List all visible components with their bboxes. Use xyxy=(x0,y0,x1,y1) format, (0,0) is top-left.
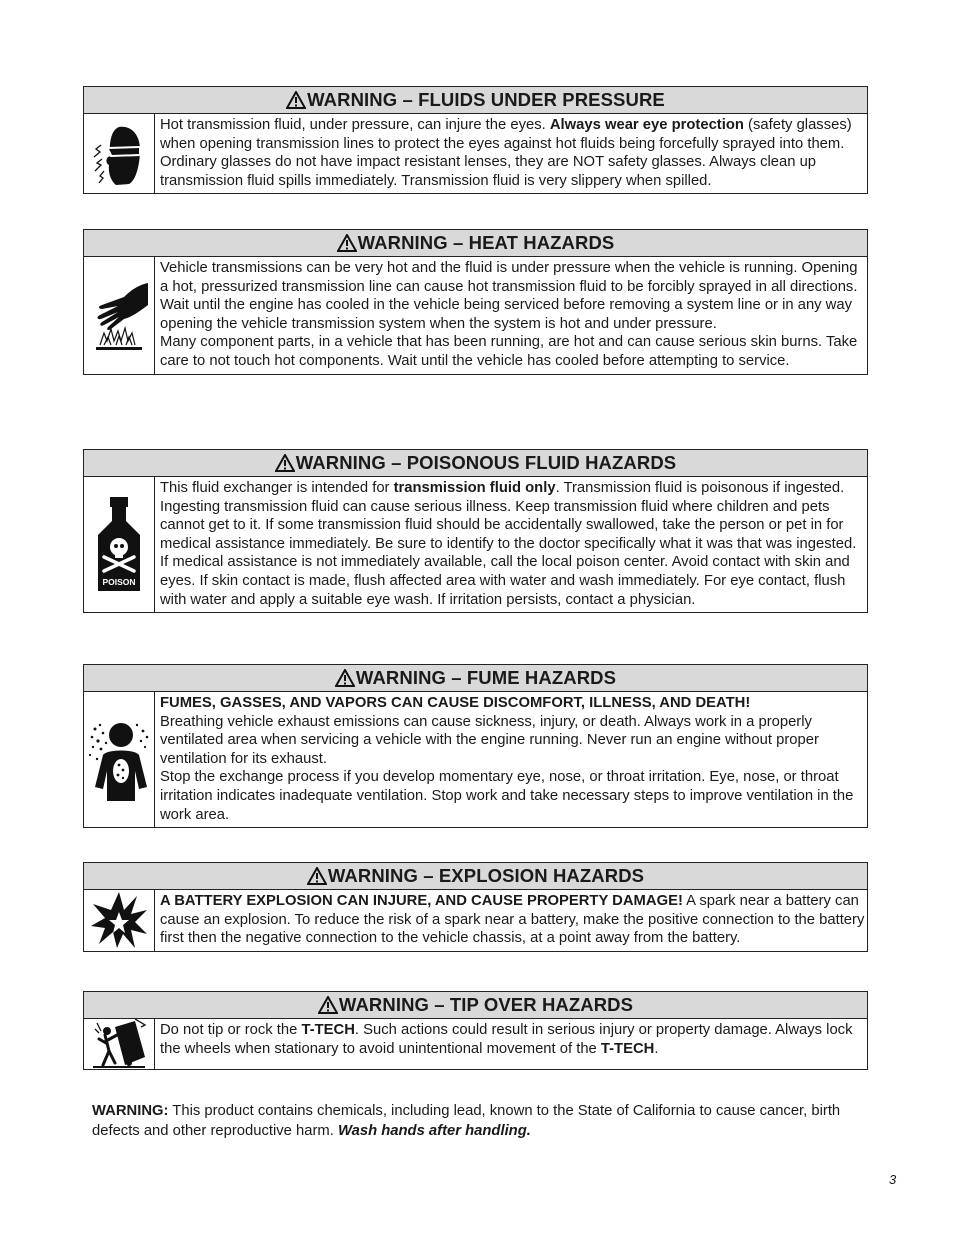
warning-triangle-icon xyxy=(337,234,357,252)
icon-cell xyxy=(84,477,155,612)
icon-cell xyxy=(84,692,155,827)
warning-paragraph xyxy=(160,768,865,824)
warning-poisonous-fluid-hazards xyxy=(83,449,868,613)
warning-header xyxy=(84,230,867,257)
warning-triangle-icon xyxy=(286,91,306,109)
warning-paragraph xyxy=(160,892,865,948)
prop65-label: WARNING: xyxy=(92,1103,169,1119)
bold-text: FUMES, GASSES, AND VAPORS CAN CAUSE DISCOMFORT, ILLNESS, AND DEATH! xyxy=(160,695,751,711)
warning-triangle-icon xyxy=(335,669,355,687)
warning-header xyxy=(84,992,867,1019)
poison-bottle-icon xyxy=(90,495,148,595)
icon-cell xyxy=(84,257,155,374)
warning-header xyxy=(84,450,867,477)
body-text: (safety glasses) when opening transmission lines to protect the eyes against hot fluids being forcefully sprayed into them. Ordinary glasses do not have impact resistant lenses, they are NOT safety glasses. Always clean up transmission fluid spills immediately. Transmission fluid is very slippery when spilled. xyxy=(160,117,852,189)
warning-paragraph xyxy=(160,116,865,190)
bold-text: A BATTERY EXPLOSION CAN INJURE, AND CAUSE PROPERTY DAMAGE! xyxy=(160,893,683,909)
warning-fluids-under-pressure xyxy=(83,86,868,194)
warning-title: WARNING – FUME HAZARDS xyxy=(355,667,617,688)
warning-title: WARNING – FLUIDS UNDER PRESSURE xyxy=(307,89,665,110)
safety-glasses-icon xyxy=(89,119,149,189)
warning-explosion-hazards xyxy=(83,862,868,952)
warning-text xyxy=(155,692,867,827)
warning-text xyxy=(155,1019,867,1069)
warning-header xyxy=(84,87,867,114)
bold-text: Always wear eye protection xyxy=(549,117,744,133)
icon-cell xyxy=(84,890,155,951)
warning-header xyxy=(84,863,867,890)
warning-fume-hazards xyxy=(83,664,868,828)
body-text: . xyxy=(654,1040,659,1057)
body-text: Hot transmission fluid, under pressure, can injure the eyes. xyxy=(160,117,550,133)
body-text: This fluid exchanger is intended for xyxy=(160,480,394,496)
page-number: 3 xyxy=(889,1172,897,1187)
poison-label: POISON xyxy=(102,576,136,587)
body-text: Many component parts, in a vehicle that has been running, are hot and can cause serious skin burns. Take care to not touch hot components. Wait until the vehicle has cooled before attempting to service. xyxy=(160,334,858,369)
warning-paragraph xyxy=(160,1021,865,1058)
bold-text: transmission fluid only xyxy=(393,480,556,496)
prop65-warning xyxy=(92,1102,872,1141)
body-text: . Transmission fluid is poisonous if ingested. Ingesting transmission fluid can cause serious illness. Keep transmission fluid where children and pets cannot get to it. If some transmission fluid should be accidentally swallowed, take the person or pet in for medical assistance immediately. Be sure to identify to the doctor specifically what it was that was ingested. If medical assistance is not immediately available, call the local poison center. Avoid contact with skin and eyes. If skin contact is made, flush affected area with water and wash immediately. For eye contact, flush with water and apply a suitable eye wash. If irritation persists, contact a physician. xyxy=(160,480,857,608)
warning-text xyxy=(155,477,867,612)
body-text: A spark near a battery can cause an explosion. To reduce the risk of a spark near a battery, make the positive connection to the battery first then the negative connection to the vehicle chassis, at a point away from the battery. xyxy=(160,893,865,947)
warning-text xyxy=(155,890,867,951)
icon-cell xyxy=(84,114,155,193)
warning-paragraph xyxy=(160,259,865,333)
prop65-text: This product contains chemicals, including lead, known to the State of California to cause cancer, birth defects and other reproductive harm. xyxy=(92,1103,841,1139)
warning-triangle-icon xyxy=(307,867,327,885)
prop65-emphasis: Wash hands after handling. xyxy=(337,1122,531,1139)
warning-paragraph xyxy=(160,694,865,713)
warning-title: WARNING – EXPLOSION HAZARDS xyxy=(327,865,645,886)
explosion-icon xyxy=(89,890,149,950)
warning-paragraph xyxy=(160,479,865,609)
body-text: Vehicle transmissions can be very hot and the fluid is under pressure when the vehicle is running. Opening a hot, pressurized transmission line can cause hot transmission fluid to be forcibly sprayed in all directions. Wait until the engine has cooled in the vehicle being serviced before removing a system line or in any way opening the vehicle transmission system when the system is hot and under pressure. xyxy=(160,260,858,332)
warning-text xyxy=(155,257,867,374)
warning-heat-hazards xyxy=(83,229,868,375)
body-text: Do not tip or rock the xyxy=(160,1022,302,1038)
fume-inhalation-icon xyxy=(87,715,151,805)
bold-text: T-TECH xyxy=(600,1040,655,1057)
warning-paragraph xyxy=(160,713,865,769)
warning-paragraph xyxy=(160,333,865,370)
warning-title: WARNING – POISONOUS FLUID HAZARDS xyxy=(295,452,677,473)
icon-cell xyxy=(84,1019,155,1069)
body-text: Breathing vehicle exhaust emissions can cause sickness, injury, or death. Always work in a properly ventilated area when servicing a vehicle with the engine running. Never run an engine without proper ventilation for its exhaust. xyxy=(160,713,819,767)
warning-tip-over-hazards xyxy=(83,991,868,1070)
body-text: . Such actions could result in serious injury or property damage. Always lock the wheels when stationary to avoid unintentional movement of the xyxy=(160,1022,853,1057)
hand-over-flame-icon xyxy=(88,275,150,355)
warning-title: WARNING – TIP OVER HAZARDS xyxy=(338,994,634,1015)
bold-text: T-TECH xyxy=(301,1022,355,1038)
warning-text xyxy=(155,114,867,193)
tip-over-icon xyxy=(91,1019,147,1069)
warning-triangle-icon xyxy=(318,996,338,1014)
warning-header xyxy=(84,665,867,692)
warning-title: WARNING – HEAT HAZARDS xyxy=(357,232,615,253)
warning-triangle-icon xyxy=(275,454,295,472)
body-text: Stop the exchange process if you develop momentary eye, nose, or throat irritation. Eye, nose, or throat irritation indicates inadequate ventilation. Stop work and take necessary steps to improve ventilation in the work area. xyxy=(160,769,854,823)
